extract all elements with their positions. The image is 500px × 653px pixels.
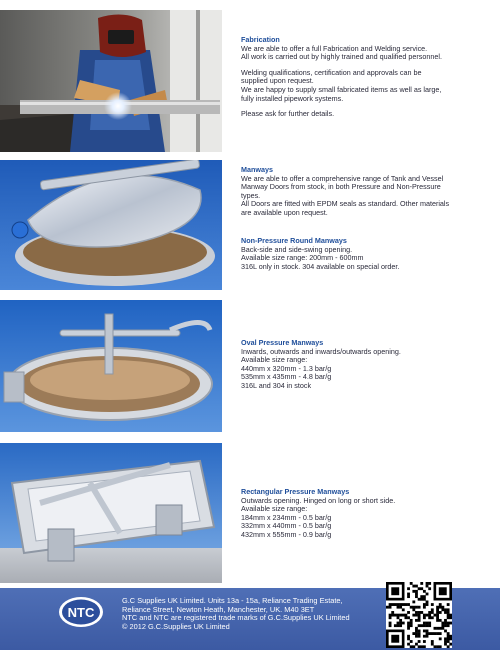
footer-copyright: © 2012 G.C.Supplies UK Limited — [122, 621, 230, 631]
non-pressure-line: Back-side and side-swing opening. — [241, 244, 353, 254]
fabrication-para3: Please ask for further details. — [241, 109, 335, 119]
ntc-logo — [58, 596, 104, 628]
round-manway-photo — [0, 160, 222, 290]
rectangular-line: 432mm x 555mm - 0.9 bar/g — [241, 529, 332, 539]
footer-trademark: NTC and NTC are registered trade marks of G.C.Supplies UK Limited — [122, 613, 350, 623]
fabrication-section — [241, 36, 481, 126]
rectangular-section — [241, 488, 481, 540]
oval-manway-photo — [0, 300, 222, 432]
footer-address-2: Reliance Street, Newton Heath, Manchester, UK. M40 3ET — [122, 604, 315, 614]
non-pressure-line: Available size range: 200mm - 600mm — [241, 253, 364, 263]
non-pressure-line: 316L only in stock. 304 available on special order. — [241, 261, 400, 271]
oval-line: Available size range: — [241, 355, 308, 365]
rectangular-manway-photo — [0, 443, 222, 583]
fabrication-para1: We are able to offer a full Fabrication and Welding service. All work is carried out by highly trained and qualified personnel. — [241, 43, 442, 62]
footer-text — [122, 597, 392, 631]
manways-para1: We are able to offer a comprehensive range of Tank and Vessel Manway Doors from stock, in both Pressure and Non-Pressure types. All Doors are fitted with EPDM seals as standard. Other materials are available upon request. — [241, 173, 450, 217]
rectangular-heading: Rectangular Pressure Manways — [241, 487, 350, 496]
oval-heading: Oval Pressure Manways — [241, 338, 324, 347]
qr-code[interactable] — [386, 582, 452, 648]
oval-line: 440mm x 320mm - 1.3 bar/g — [241, 363, 332, 373]
oval-line: Inwards, outwards and inwards/outwards opening. — [241, 346, 401, 356]
non-pressure-heading: Non-Pressure Round Manways — [241, 236, 347, 245]
rectangular-line: 184mm x 234mm - 0.5 bar/g — [241, 512, 332, 522]
manways-section — [241, 166, 481, 225]
non-pressure-section — [241, 237, 481, 271]
oval-line: 316L and 304 in stock — [241, 380, 312, 390]
footer-address-1: G.C Supplies UK Limited. Units 13a - 15a, Reliance Trading Estate, — [122, 596, 343, 605]
logo-text: NTC — [67, 605, 95, 620]
welding-photo — [0, 10, 222, 152]
rectangular-line: 332mm x 440mm - 0.5 bar/g — [241, 521, 332, 531]
rectangular-line: Available size range: — [241, 504, 308, 514]
fabrication-heading: Fabrication — [241, 35, 280, 44]
rectangular-line: Outwards opening. Hinged on long or short side. — [241, 495, 396, 505]
oval-section — [241, 339, 481, 391]
manways-heading: Manways — [241, 165, 273, 174]
oval-line: 535mm x 435mm - 4.8 bar/g — [241, 372, 332, 382]
fabrication-para2: Welding qualifications, certification and approvals can be supplied upon request. We are happy to supply small fabricated items as well as large, fully installed pipework systems. — [241, 67, 442, 103]
